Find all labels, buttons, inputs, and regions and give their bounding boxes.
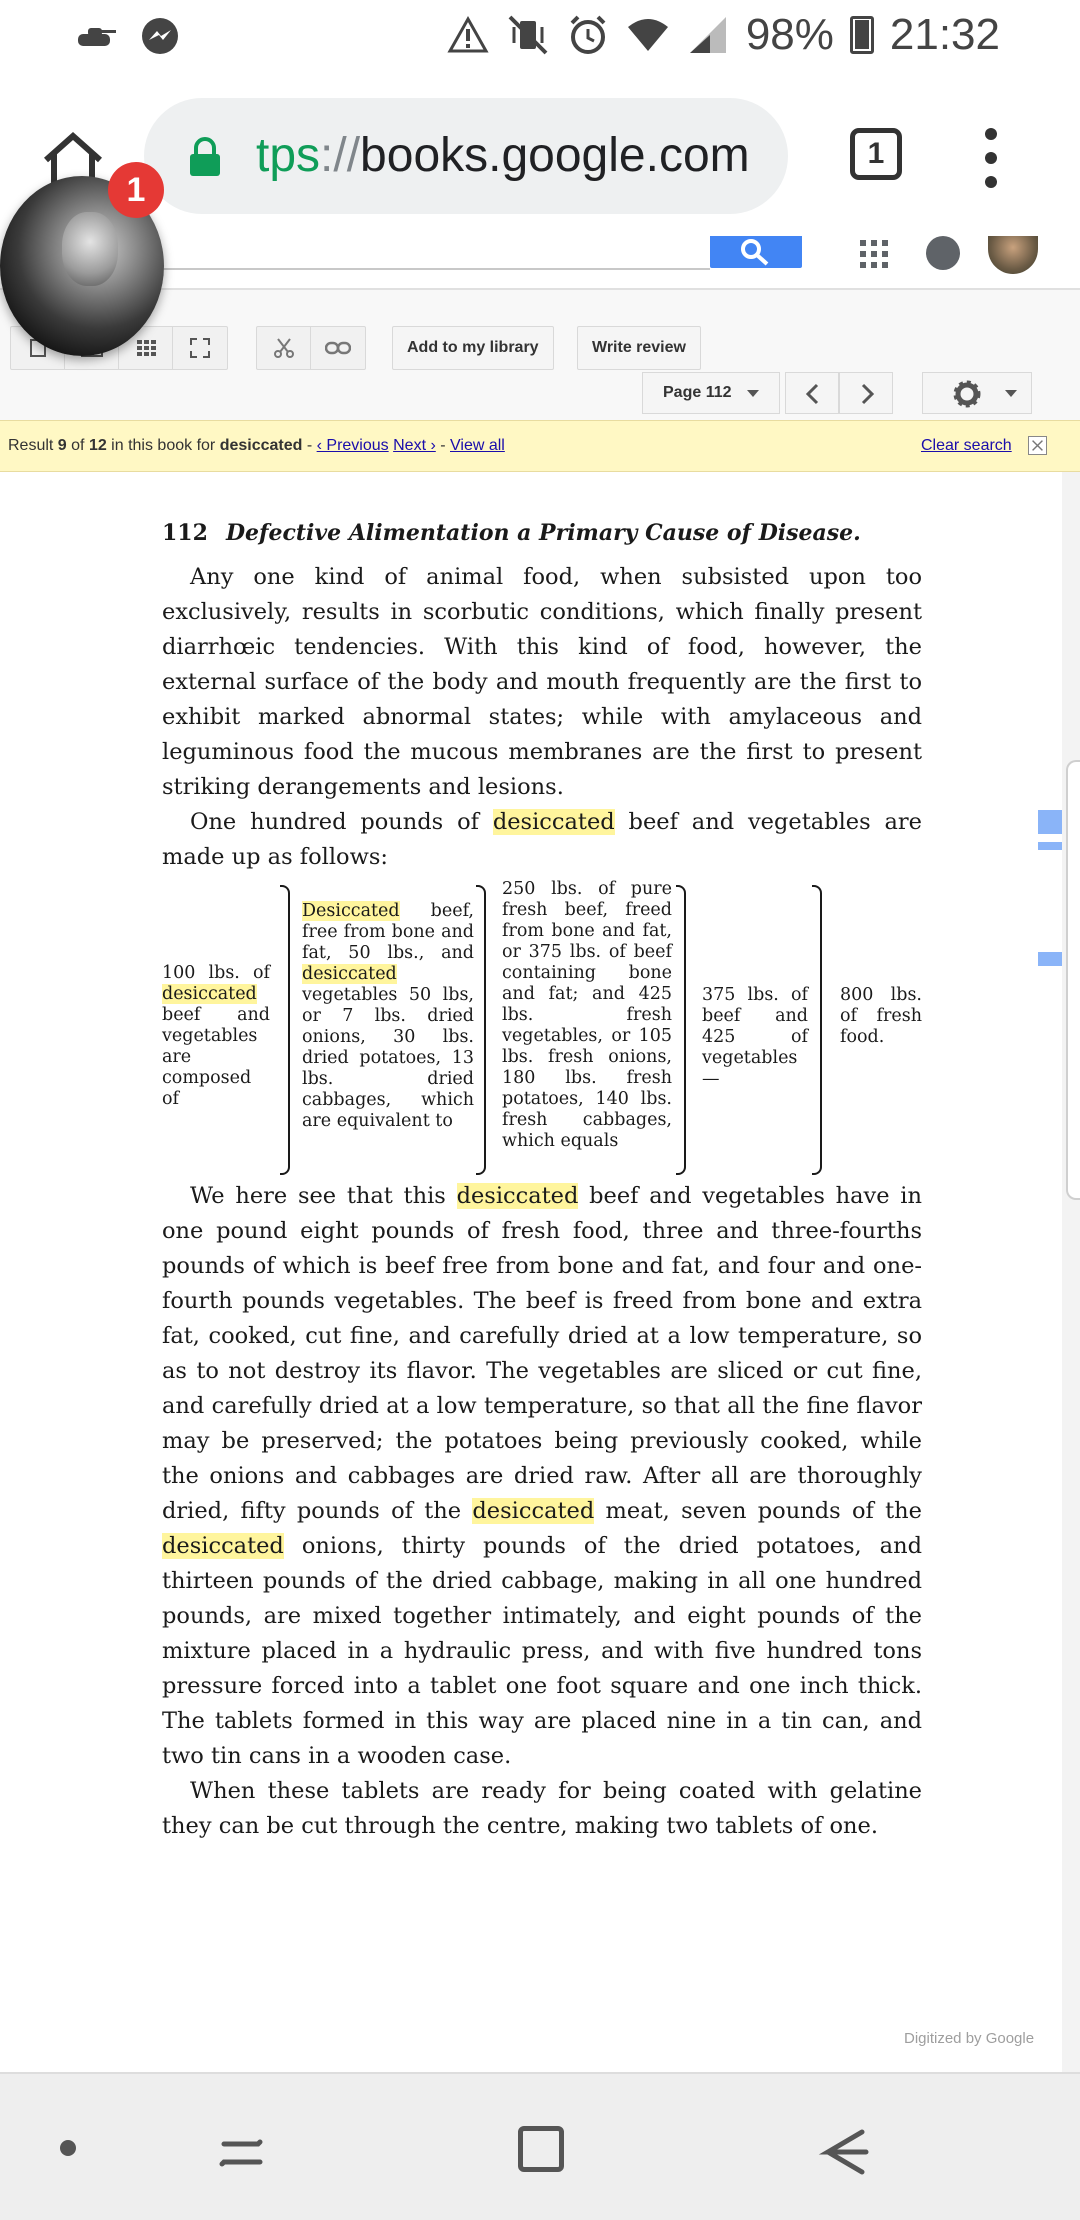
- search-hit-marker[interactable]: [1038, 810, 1062, 834]
- gear-icon: [923, 373, 993, 415]
- clip-button[interactable]: [257, 327, 311, 369]
- paragraph: Any one kind of animal food, when subsisted upon too exclusively, results in scorbutic conditions, which finally present diarrhœic tendencies. With this kind of food, however, the external surface of the body and mouth frequently are the first to exhibit marked abnormal states; while with amylaceous and leguminous food the mucous membranes are the first to present striking derangements and lesions.: [162, 564, 922, 800]
- chevron-right-icon: [840, 373, 894, 415]
- clip-link-group: [256, 326, 366, 370]
- write-review-button[interactable]: Write review: [577, 326, 701, 370]
- scrollbar-track[interactable]: [1062, 472, 1080, 2072]
- account-avatar[interactable]: [988, 236, 1038, 274]
- text-span: One hundred pounds of: [190, 809, 493, 835]
- settings-button[interactable]: [922, 372, 1032, 414]
- brace: [676, 885, 686, 1175]
- table-col-fresh: 250 lbs. of pure fresh beef, freed from bone and fat, or 375 lbs. of beef containing bone and fat; and 425 lbs. fresh vegetables, or 105 lbs. fresh onions, 180 lbs. fresh potatoes, 140 lbs. fresh cabbages, which equals: [502, 879, 672, 1151]
- search-hit-marker[interactable]: [1038, 842, 1062, 850]
- text-span: beef, free from bone and fat, 50 lbs., and: [302, 901, 474, 963]
- overflow-menu-icon[interactable]: [985, 128, 999, 188]
- status-bar: [0, 0, 1080, 76]
- warning-cloud-icon: [446, 13, 490, 57]
- tank-game-icon: [74, 22, 118, 50]
- result-middle: in this book for: [106, 437, 220, 454]
- text-span: beef and vegetables are composed of: [162, 1005, 270, 1109]
- notifications-icon[interactable]: [926, 236, 960, 270]
- search-highlight: desiccated: [456, 1183, 579, 1209]
- brace: [280, 885, 290, 1175]
- result-prefix: Result: [8, 437, 58, 454]
- search-input[interactable]: [160, 268, 710, 270]
- text-span: beef and vegetables are made up as follows:: [162, 809, 922, 870]
- brace: [812, 885, 822, 1175]
- search-hit-marker[interactable]: [1038, 952, 1062, 966]
- result-dash: -: [302, 437, 317, 454]
- system-navigation-bar: [0, 2072, 1080, 2220]
- url-host: books.google.com: [360, 129, 750, 182]
- page-number: 112: [162, 520, 208, 546]
- paragraph: [162, 805, 922, 875]
- address-bar[interactable]: [144, 98, 788, 214]
- link-icon: [325, 341, 351, 355]
- clock: 21:32: [889, 10, 1000, 59]
- table-col-source: [162, 963, 270, 1110]
- text-span: We here see that this: [190, 1183, 457, 1209]
- close-icon[interactable]: [1028, 436, 1047, 455]
- search-highlight: desiccated: [162, 984, 257, 1004]
- add-to-library-button[interactable]: Add to my library: [392, 326, 554, 370]
- alarm-icon: [566, 13, 610, 57]
- wifi-icon: [626, 13, 670, 57]
- clear-search-link[interactable]: Clear search: [921, 437, 1012, 454]
- vibrate-mute-icon: [506, 13, 550, 57]
- table-col-total-split: 375 lbs. of beef and 425 of vegetables—: [702, 985, 808, 1089]
- result-dash: -: [435, 437, 450, 454]
- search-highlight: desiccated: [472, 1498, 595, 1524]
- search-highlight: desiccated: [162, 1533, 284, 1559]
- table-col-total: 800 lbs. of fresh food.: [840, 985, 922, 1047]
- book-page: [162, 520, 922, 1844]
- back-icon[interactable]: [818, 2124, 874, 2180]
- text-span: vegetables 50 lbs, or 7 lbs. dried onions, 30 lbs. dried potatoes, 13 lbs. dried cabbages, which are equivalent to: [302, 985, 474, 1131]
- result-index: 9: [57, 437, 67, 454]
- search-highlight: desiccated: [492, 809, 615, 835]
- fullscreen-icon: [189, 337, 211, 359]
- result-summary: [8, 437, 505, 455]
- running-title: Defective Alimentation a Primary Cause of Disease.: [225, 520, 861, 546]
- composition-table: [162, 879, 922, 1179]
- result-of: of: [66, 437, 89, 454]
- text-span: 100 lbs. of: [162, 963, 270, 983]
- digitized-by-google: Digitized by Google: [904, 2030, 1035, 2047]
- page-select-label: Page 112: [663, 384, 732, 401]
- chat-head-badge: 1: [108, 162, 164, 218]
- url-separator: ://: [320, 129, 361, 182]
- previous-page-button[interactable]: [785, 372, 839, 414]
- url-text[interactable]: [256, 128, 750, 183]
- url-scheme: tps: [256, 129, 321, 182]
- previous-result-link[interactable]: ‹ Previous: [316, 437, 389, 454]
- recents-icon[interactable]: [214, 2124, 270, 2180]
- lock-icon: [188, 136, 222, 176]
- page-select[interactable]: [642, 372, 780, 414]
- battery-percent: 98%: [745, 10, 834, 59]
- chevron-left-icon: [786, 373, 840, 415]
- search-highlight: Desiccated: [302, 901, 400, 921]
- messenger-icon: [140, 16, 180, 56]
- link-button[interactable]: [311, 327, 365, 369]
- search-button[interactable]: [710, 236, 802, 268]
- search-result-bar: [0, 420, 1080, 472]
- text-span: onions, thirty pounds of the dried potatoes, and thirteen pounds of the dried cabbage, making in all one hundred pounds, are mixed together intimately, and eight pounds of the mixture placed in a hydraulic press, and with five hundred tons pressure forced into a tablet one foot square and one inch thick. The tablets formed in this way are placed nine in a tin can, and two tin cans in a wooden case.: [162, 1533, 922, 1769]
- cell-signal-icon: [686, 13, 730, 57]
- tab-switcher-button[interactable]: 1: [850, 128, 902, 180]
- scrollbar-thumb[interactable]: [1066, 760, 1080, 1200]
- table-col-desiccated: [302, 901, 474, 1132]
- search-highlight: desiccated: [302, 964, 397, 984]
- text-span: beef and vegetables have in one pound eight pounds of fresh food, three and three-fourths pounds of which is beef free from bone and fat, and four and one-fourth pounds vegetables. The beef is freed from bone and extra fat, cooked, cut fine, and carefully dried at a low temperature, so as to not destroy its flavor. The vegetables are sliced or cut fine, and carefully dried at a low temperature, so that all the fine flavor may be preserved; the potatoes being previously cooked, while the onions and cabbages are dried raw. After all are thoroughly dried, fifty pounds of the: [162, 1183, 922, 1524]
- home-nav-icon[interactable]: [518, 2126, 564, 2172]
- view-all-link[interactable]: View all: [450, 437, 505, 454]
- apps-grid-icon[interactable]: [860, 240, 888, 268]
- battery-icon: [850, 16, 874, 54]
- paragraph: [162, 1179, 922, 1774]
- paragraph: When these tablets are ready for being coated with gelatine they can be cut through the centre, making two tablets of one.: [162, 1778, 922, 1839]
- result-term: desiccated: [219, 437, 303, 454]
- fullscreen-button[interactable]: [173, 327, 227, 369]
- next-result-link[interactable]: Next ›: [393, 437, 436, 454]
- search-icon: [740, 238, 770, 266]
- result-total: 12: [88, 437, 107, 454]
- assistant-dot-icon[interactable]: [60, 2140, 76, 2156]
- chevron-down-icon: [747, 390, 759, 397]
- chevron-down-icon: [1005, 390, 1017, 397]
- page-header: [162, 520, 922, 546]
- next-page-button[interactable]: [839, 372, 893, 414]
- book-viewer[interactable]: [0, 472, 1080, 2072]
- scissors-icon: [273, 337, 295, 359]
- text-span: meat, seven pounds of the: [594, 1498, 922, 1524]
- brace: [476, 885, 486, 1175]
